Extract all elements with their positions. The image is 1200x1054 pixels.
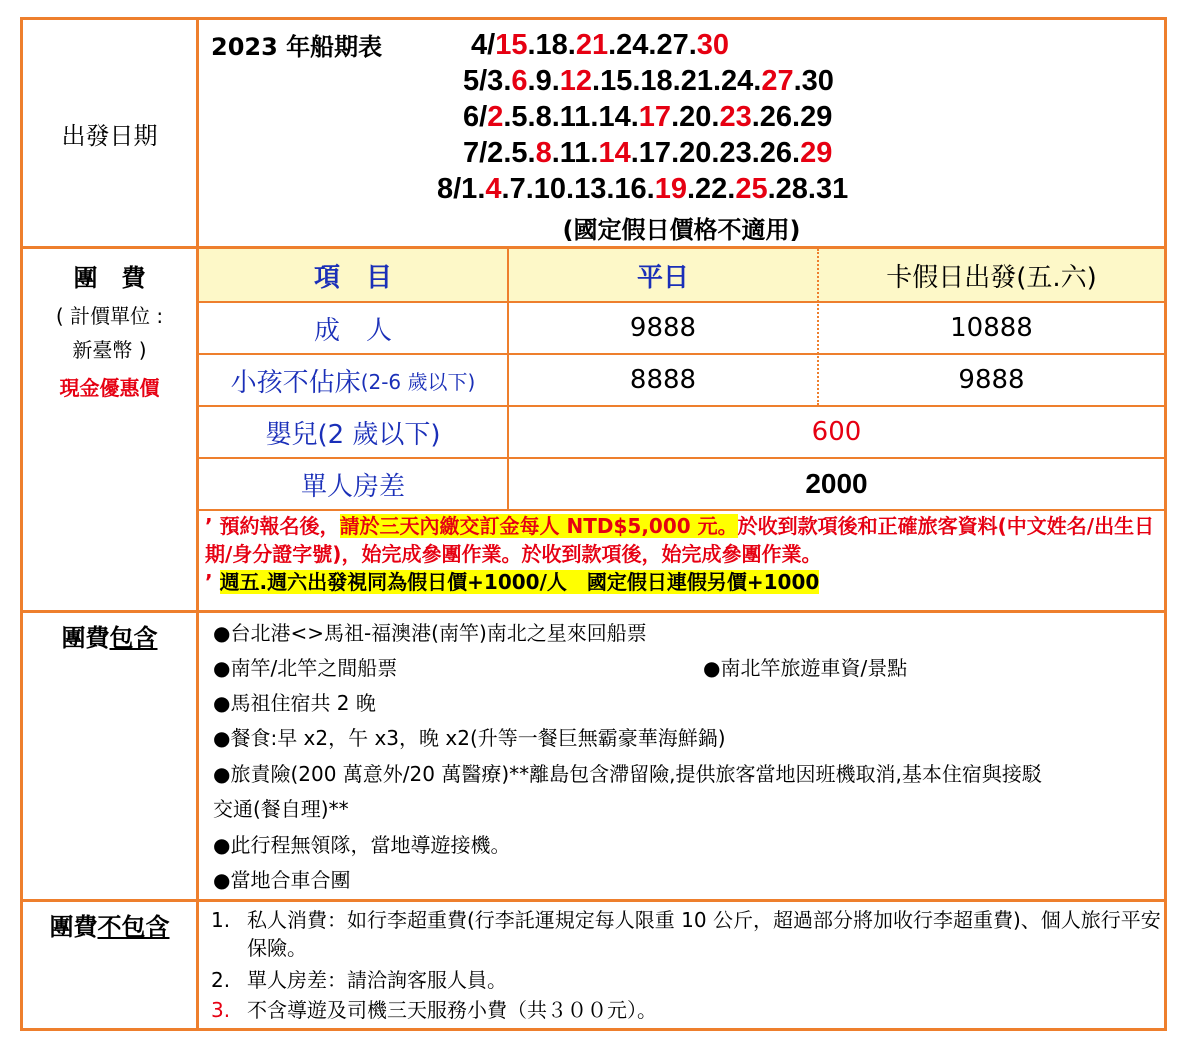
holiday-date: 23 <box>719 101 752 133</box>
child-label <box>199 355 507 405</box>
adult-label: 成 人 <box>313 315 392 346</box>
holiday-date: 14 <box>598 137 631 169</box>
schedule-date: 5/3. <box>463 65 512 97</box>
fee-unit-line2: 新臺幣 ) <box>72 338 147 362</box>
child-label-main: 小孩不佔床 <box>230 367 361 398</box>
header-weekday: 平日 <box>636 262 689 293</box>
booking-notes <box>205 512 1160 596</box>
fee-row-child <box>199 355 1164 405</box>
holiday-date: 21 <box>575 29 609 61</box>
schedule-date: .17.20.23.26. <box>630 137 801 169</box>
itinerary-table <box>20 17 1167 1031</box>
holiday-date: 27 <box>761 65 794 97</box>
deposit-highlight: 請於三天內繳交訂金每人 NTD$5,000 元。 <box>339 514 738 538</box>
schedule-date: .26.29 <box>751 101 833 133</box>
holiday-date: 4 <box>485 173 502 205</box>
include-label <box>23 618 196 653</box>
exclude-text: 不含導遊及司機三天服務小費（共３００元）。 <box>247 998 657 1022</box>
departure-label: 出發日期 <box>61 121 158 150</box>
exclude-text: 單人房差：請洽詢客服人員。 <box>247 968 507 992</box>
exclude-label-b: 不包含 <box>97 913 170 941</box>
schedule-month-line <box>471 28 729 62</box>
schedule-date: 4/ <box>471 29 496 61</box>
schedule-date: .24.27. <box>608 29 697 61</box>
include-item: ●餐食:早 x2，午 x3，晚 x2(升等一餐巨無霸豪華海鮮鍋) <box>213 726 726 750</box>
weekend-price-highlight: 週五.週六出發視同為假日價+1000/人 國定假日連假另價+1000 <box>219 570 820 594</box>
schedule-date: .9. <box>527 65 560 97</box>
schedule-date: .22. <box>686 173 736 205</box>
holiday-date: 15 <box>495 29 528 61</box>
holiday-date: 30 <box>696 29 730 61</box>
cash-price-label: 現金優惠價 <box>59 376 160 400</box>
fee-row-single <box>199 459 1164 509</box>
schedule-date: 6/ <box>463 101 488 133</box>
divider <box>23 899 1164 902</box>
infant-label: 嬰兒(2 歲以下) <box>265 419 441 450</box>
divider <box>199 509 1164 511</box>
divider <box>196 20 199 1028</box>
child-holiday-price: 9888 <box>958 365 1025 395</box>
note-1-prefix: ’ 預約報名後， <box>205 514 340 538</box>
note-2-prefix: ’ <box>205 570 220 594</box>
exclude-item <box>211 906 1161 962</box>
exclude-text: 私人消費：如行李超重費(行李託運規定每人限重 10 公斤，超過部分將加收行李超重費)、個人旅行平安保險。 <box>247 908 1161 960</box>
schedule-month-line <box>463 100 832 134</box>
schedule-date: .5.8.11.14. <box>503 101 639 133</box>
include-item: ●馬祖住宿共 2 晚 <box>213 691 376 715</box>
holiday-date: 17 <box>638 101 672 133</box>
schedule-note: (國定假日價格不適用) <box>562 216 801 244</box>
single-room-label: 單人房差 <box>300 471 405 502</box>
include-label-b: 包含 <box>109 624 158 652</box>
booking-note-1 <box>205 512 1160 568</box>
holiday-date: 12 <box>559 65 593 97</box>
holiday-date: 29 <box>800 137 833 169</box>
schedule-date: 8/1. <box>437 173 486 205</box>
divider <box>817 249 819 405</box>
include-label-a: 團費 <box>61 624 110 652</box>
adult-weekday-price: 9888 <box>629 313 697 343</box>
fee-label: 團 費 <box>73 264 146 292</box>
include-item: ●南竿/北竿之間船票 <box>213 656 398 680</box>
exclude-item <box>211 966 1161 994</box>
booking-note-2 <box>205 568 1160 596</box>
holiday-date: 8 <box>535 137 552 169</box>
holiday-date: 6 <box>511 65 528 97</box>
divider <box>507 249 509 509</box>
schedule-month-line <box>463 64 834 98</box>
exclude-num: 2. <box>211 968 231 992</box>
schedule-date: .20. <box>671 101 720 133</box>
note-1-rest: 於收到款項後和正確旅客資料(中文姓名/出生日期/身分證字號)，始完成參團作業。於收到款項後，始完成參團作業。 <box>205 514 1155 566</box>
schedule-date: .15.18.21.24. <box>592 65 762 97</box>
schedule-date: .28.31 <box>767 173 849 205</box>
child-weekday-price: 8888 <box>629 365 697 395</box>
header-holiday: 卡假日出發(五.六) <box>886 262 1097 293</box>
fee-header-row <box>199 249 1164 301</box>
include-item: ●當地合車合團 <box>213 868 351 892</box>
exclude-label <box>23 907 196 942</box>
fee-unit-line1: ( 計價單位 : <box>55 304 164 328</box>
holiday-date: 25 <box>735 173 768 205</box>
include-item: ●台北港<>馬祖-福澳港(南竿)南北之星來回船票 <box>213 621 647 645</box>
schedule-year-title: 2023 年船期表 <box>211 33 383 61</box>
single-room-price: 2000 <box>805 468 868 499</box>
infant-price: 600 <box>811 417 862 447</box>
header-item: 項 目 <box>313 262 392 293</box>
schedule-date: .30 <box>793 65 834 97</box>
exclude-num: 1. <box>211 908 231 932</box>
holiday-date: 19 <box>654 173 687 205</box>
adult-holiday-price: 10888 <box>950 313 1033 343</box>
schedule-date: .7.10.13.16. <box>501 173 655 205</box>
holiday-date: 2 <box>487 101 504 133</box>
include-item: ●旅責險(200 萬意外/20 萬醫療)**離島包含滯留險,提供旅客當地因班機取消,基本住宿與接駁 <box>213 762 1042 786</box>
schedule-date: .11. <box>551 137 599 169</box>
schedule-date: .18. <box>527 29 576 61</box>
child-label-sub: (2-6 歲以下) <box>360 369 476 394</box>
schedule-month-line <box>437 172 848 206</box>
schedule-month-line <box>463 136 832 170</box>
schedule-date: 7/2.5. <box>463 137 536 169</box>
fee-row-infant <box>199 407 1164 457</box>
exclude-label-a: 團費 <box>49 913 98 941</box>
fee-row-adult <box>199 303 1164 353</box>
include-item: ●此行程無領隊，當地導遊接機。 <box>213 833 511 857</box>
exclude-item <box>211 996 1161 1024</box>
include-item: ●南北竿旅遊車資/景點 <box>703 656 908 680</box>
divider <box>23 610 1164 613</box>
include-item: 交通(餐自理)** <box>213 797 349 821</box>
exclude-num: 3. <box>211 998 231 1022</box>
